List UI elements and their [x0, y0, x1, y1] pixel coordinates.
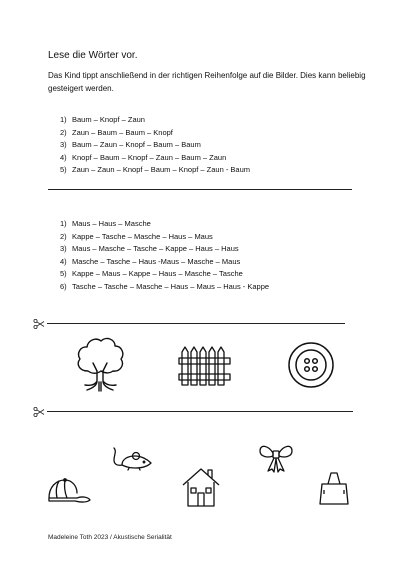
item-number: 5): [60, 269, 67, 279]
divider: [48, 189, 352, 190]
item-number: 6): [60, 281, 67, 291]
list-item: [60, 139, 250, 152]
bow-icon[interactable]: [258, 442, 294, 474]
list-item: [60, 218, 269, 231]
cap-icon[interactable]: [46, 476, 92, 504]
item-number: 1): [60, 219, 67, 228]
list-item: [60, 114, 250, 127]
item-text: Masche – Tasche – Haus -Maus – Masche – Maus: [72, 256, 241, 266]
item-text: Kappe – Tasche – Masche – Haus – Maus: [72, 231, 213, 241]
fence-icon[interactable]: [178, 344, 232, 386]
item-number: 3): [60, 244, 67, 254]
item-number: 2): [60, 127, 67, 137]
scissors-icon: [33, 405, 45, 417]
scissors-icon: [33, 317, 45, 329]
item-text: Maus – Masche – Tasche – Kappe – Haus – Haus: [72, 244, 239, 254]
item-number: 1): [60, 115, 67, 124]
dashed-divider: [47, 323, 345, 324]
list-item: [60, 243, 269, 256]
item-text: Knopf – Baum – Knopf – Zaun – Baum – Zaun: [72, 152, 227, 162]
item-number: 4): [60, 152, 67, 162]
word-list-2: [60, 218, 269, 294]
footer-credit: Madeleine Toth 2023 / Akustische Serialität: [48, 534, 172, 541]
list-item: [60, 281, 269, 294]
item-number: 3): [60, 140, 67, 150]
cut-line: [33, 405, 353, 417]
bag-icon[interactable]: [316, 470, 352, 506]
list-item: [60, 256, 269, 269]
list-item: [60, 231, 269, 244]
list-item: [60, 152, 250, 165]
item-text: Zaun – Zaun – Knopf – Baum – Knopf – Zaun - Baum: [72, 165, 251, 175]
dashed-divider: [47, 411, 353, 412]
tree-icon[interactable]: [73, 335, 127, 395]
mouse-icon[interactable]: [111, 446, 155, 472]
button-icon[interactable]: [286, 340, 336, 390]
list-item: [60, 268, 269, 281]
list-item: [60, 127, 250, 140]
cut-line: [33, 317, 345, 329]
item-text: Zaun – Baum – Baum – Knopf: [72, 127, 173, 137]
instructions: Das Kind tippt anschließend in der richtigen Reihenfolge auf die Bilder. Dies kann beliebig gesteigert werden.: [48, 71, 366, 93]
item-text: Tasche – Tasche – Masche – Haus – Maus – Haus - Kappe: [72, 281, 270, 291]
item-text: Baum – Knopf – Zaun: [72, 115, 145, 124]
word-list-1: [60, 114, 250, 177]
item-text: Maus – Haus – Masche: [72, 219, 151, 228]
item-text: Baum – Zaun – Knopf – Baum – Baum: [72, 140, 201, 150]
list-item: [60, 164, 250, 177]
page-title: Lese die Wörter vor.: [48, 50, 138, 61]
item-number: 4): [60, 256, 67, 266]
item-text: Kappe – Maus – Kappe – Haus – Masche – Tasche: [72, 269, 243, 279]
house-icon[interactable]: [181, 466, 221, 508]
item-number: 2): [60, 231, 67, 241]
item-number: 5): [60, 165, 67, 175]
